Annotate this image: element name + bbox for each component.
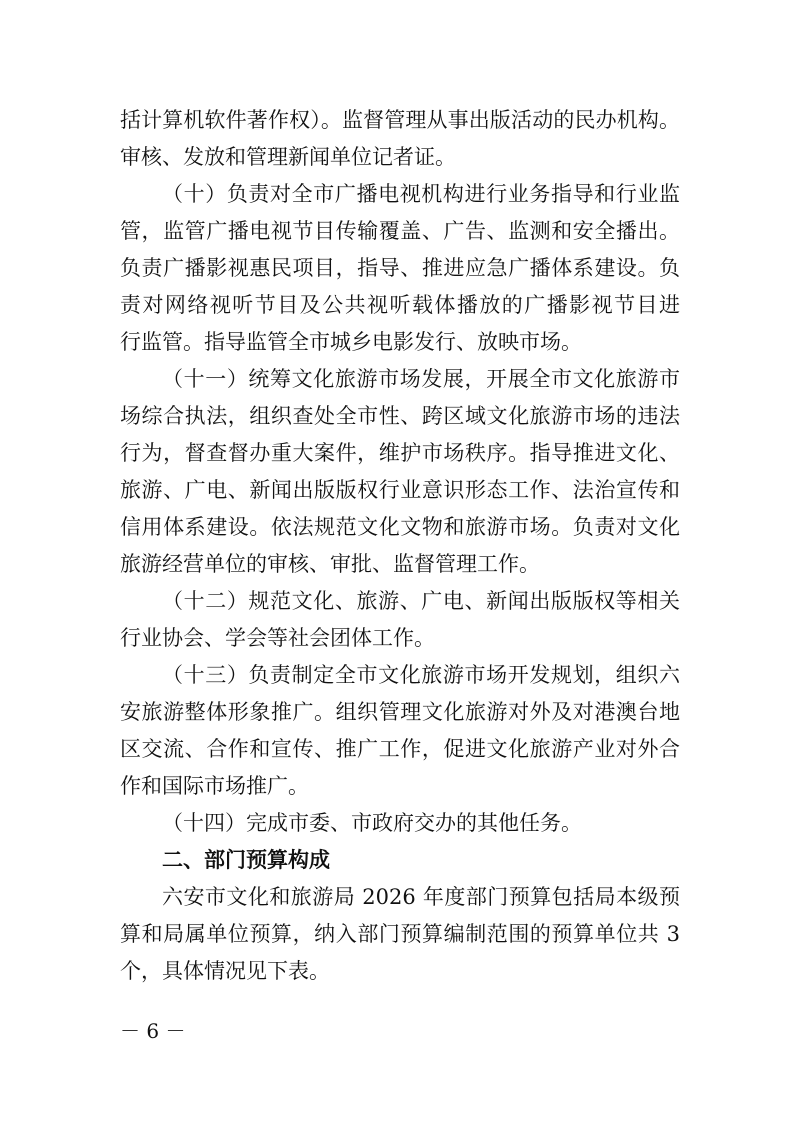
page-number: － 6 － [120,1019,186,1043]
text-line: （十）负责对全市广播电视机构进行业务指导和行业监 [162,182,680,206]
text-line: 旅游经营单位的审核、审批、监督管理工作。 [120,552,540,576]
text-line: 审核、发放和管理新闻单位记者证。 [120,145,456,169]
text-line: 行监管。指导监管全市城乡电影发行、放映市场。 [120,330,582,354]
text-line: 负责广播影视惠民项目，指导、推进应急广播体系建设。负 [120,256,680,280]
text-line: 区交流、合作和宣传、推广工作，促进文化旅游产业对外合 [120,737,680,761]
text-line: （十四）完成市委、市政府交办的其他任务。 [162,811,582,835]
text-line: 旅游、广电、新闻出版版权行业意识形态工作、法治宣传和 [120,478,680,502]
body-text [120,102,680,990]
text-line: 六安市文化和旅游局 2026 年度部门预算包括局本级预 [162,885,680,909]
text-line: 括计算机软件著作权）。监督管理从事出版活动的民办机构。 [120,108,680,132]
text-line: 作和国际市场推广。 [120,774,309,798]
text-line: 行业协会、学会等社会团体工作。 [120,626,435,650]
section-heading: 二、部门预算构成 [162,848,330,872]
text-line: 管，监管广播电视节目传输覆盖、广告、监测和安全播出。 [120,219,680,243]
text-line: 个，具体情况见下表。 [120,959,330,983]
text-line: 算和局属单位预算，纳入部门预算编制范围的预算单位共 3 [120,922,680,946]
text-line: 安旅游整体形象推广。组织管理文化旅游对外及对港澳台地 [120,700,680,724]
text-line: 信用体系建设。依法规范文化文物和旅游市场。负责对文化 [120,515,680,539]
text-line: （十二）规范文化、旅游、广电、新闻出版版权等相关 [162,589,680,613]
text-line: 责对网络视听节目及公共视听载体播放的广播影视节目进 [120,293,680,317]
text-line: 场综合执法，组织查处全市性、跨区域文化旅游市场的违法 [120,404,680,428]
text-line: （十一）统筹文化旅游市场发展，开展全市文化旅游市 [162,367,680,391]
text-line: （十三）负责制定全市文化旅游市场开发规划，组织六 [162,663,680,687]
text-line: 行为，督查督办重大案件，维护市场秩序。指导推进文化、 [120,441,680,465]
